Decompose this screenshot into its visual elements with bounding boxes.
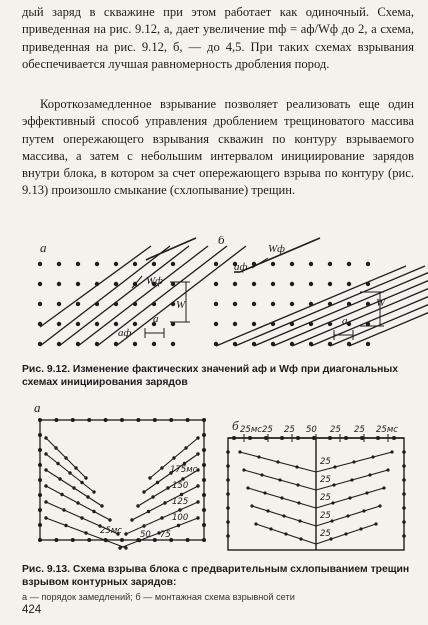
borehole-dot bbox=[290, 302, 294, 306]
borehole-dot bbox=[330, 519, 333, 522]
borehole-dot bbox=[74, 466, 77, 469]
borehole-dot bbox=[38, 478, 42, 482]
borehole-dot bbox=[44, 452, 47, 455]
borehole-dot bbox=[54, 446, 57, 449]
borehole-dot bbox=[386, 468, 389, 471]
borehole-dot bbox=[282, 514, 285, 517]
borehole-dot bbox=[402, 492, 406, 496]
borehole-dot bbox=[184, 446, 187, 449]
borehole-dot bbox=[151, 495, 154, 498]
borehole-dot bbox=[38, 448, 42, 452]
borehole-dot bbox=[269, 527, 272, 530]
paragraph-1: дый заряд в скважине при этом работает как одиночный. Схема, приведенная на рис. 9.12, а, дает увеличение mф = aф/Wф до 2, а схема, приведенная на рис. 9.12, б, — до 4,5. При таких схемах взрывания обеспечивается лучшая равномерность дробления пород. bbox=[22, 5, 414, 71]
borehole-dot bbox=[266, 509, 269, 512]
label-wf-b: Wф bbox=[268, 243, 285, 255]
label-wf-a: Wф bbox=[146, 275, 163, 287]
borehole-dot bbox=[280, 436, 284, 440]
borehole-dot bbox=[226, 534, 230, 538]
borehole-dot bbox=[202, 493, 206, 497]
vertical-delay-label-3: 25 bbox=[320, 511, 331, 521]
borehole-dot bbox=[252, 282, 256, 286]
borehole-dot bbox=[38, 493, 42, 497]
borehole-dot bbox=[104, 418, 108, 422]
borehole-dot bbox=[328, 436, 332, 440]
borehole-dot bbox=[142, 524, 145, 527]
top-delay-label-5: 25 bbox=[354, 425, 365, 435]
borehole-dot bbox=[202, 508, 206, 512]
borehole-dot bbox=[196, 500, 199, 503]
borehole-dot bbox=[226, 464, 230, 468]
borehole-dot bbox=[296, 483, 299, 486]
borehole-dot bbox=[120, 538, 124, 542]
borehole-dot bbox=[290, 262, 294, 266]
figure-9-13-drawing bbox=[0, 402, 428, 560]
borehole-dot bbox=[312, 436, 316, 440]
figure-9-12-panel-b bbox=[214, 238, 428, 346]
borehole-dot bbox=[133, 342, 137, 346]
borehole-dot bbox=[130, 518, 133, 521]
borehole-dot bbox=[402, 478, 406, 482]
borehole-dot bbox=[57, 282, 61, 286]
borehole-dot bbox=[86, 495, 89, 498]
borehole-dot bbox=[133, 262, 137, 266]
top-delay-label-4: 25 bbox=[330, 425, 341, 435]
borehole-dot bbox=[44, 436, 47, 439]
borehole-dot bbox=[186, 418, 190, 422]
panel-b-label: б bbox=[218, 236, 225, 247]
borehole-dot bbox=[177, 524, 180, 527]
label-af-b: aф bbox=[234, 261, 248, 273]
borehole-dot bbox=[171, 342, 175, 346]
panel-a-label: а bbox=[40, 240, 47, 255]
borehole-dot bbox=[360, 436, 364, 440]
delay-label-175: 175мс bbox=[170, 465, 198, 475]
borehole-dot bbox=[58, 477, 61, 480]
borehole-dot bbox=[169, 418, 173, 422]
borehole-dot bbox=[202, 478, 206, 482]
borehole-dot bbox=[62, 508, 65, 511]
borehole-dot bbox=[328, 262, 332, 266]
borehole-dot bbox=[87, 418, 91, 422]
borehole-dot bbox=[57, 302, 61, 306]
borehole-dot bbox=[344, 436, 348, 440]
borehole-dot bbox=[166, 486, 169, 489]
borehole-dot bbox=[271, 262, 275, 266]
borehole-dot bbox=[368, 473, 371, 476]
top-delay-label-3: 50 bbox=[306, 425, 317, 435]
borehole-dot bbox=[366, 262, 370, 266]
borehole-dot bbox=[54, 538, 58, 542]
figure-9-12-panel-a bbox=[38, 238, 246, 346]
borehole-dot bbox=[76, 302, 80, 306]
borehole-dot bbox=[71, 418, 75, 422]
borehole-dot bbox=[38, 538, 42, 542]
figure-9-13-caption: Рис. 9.13. Схема взрыва блока с предварительным схлопыванием трещин взрывом контурных зарядов: bbox=[22, 564, 410, 588]
delay-label-100: 100 bbox=[172, 513, 189, 523]
borehole-dot bbox=[328, 282, 332, 286]
diagonal-delay-line bbox=[40, 246, 170, 346]
borehole-dot bbox=[44, 484, 47, 487]
borehole-dot bbox=[290, 282, 294, 286]
borehole-dot bbox=[92, 490, 95, 493]
diagonal-delay-line bbox=[116, 246, 246, 346]
borehole-dot bbox=[238, 450, 241, 453]
borehole-dot bbox=[295, 465, 298, 468]
borehole-dot bbox=[348, 496, 351, 499]
borehole-dot bbox=[284, 532, 287, 535]
borehole-dot bbox=[153, 418, 157, 422]
borehole-dot bbox=[133, 322, 137, 326]
borehole-dot bbox=[233, 322, 237, 326]
borehole-dot bbox=[202, 463, 206, 467]
top-delay-label-6: 25мс bbox=[376, 425, 398, 435]
borehole-dot bbox=[76, 262, 80, 266]
borehole-dot bbox=[390, 450, 393, 453]
borehole-dot bbox=[254, 522, 257, 525]
borehole-dot bbox=[344, 532, 347, 535]
borehole-dot bbox=[214, 302, 218, 306]
borehole-dot bbox=[271, 302, 275, 306]
borehole-dot bbox=[95, 322, 99, 326]
top-delay-label-0: 25мс bbox=[240, 425, 262, 435]
borehole-dot bbox=[38, 262, 42, 266]
diagonal-delay-line bbox=[235, 266, 425, 346]
borehole-dot bbox=[87, 538, 91, 542]
borehole-dot bbox=[402, 534, 406, 538]
borehole-dot bbox=[80, 481, 83, 484]
borehole-dot bbox=[374, 522, 377, 525]
borehole-dot bbox=[347, 282, 351, 286]
borehole-dot bbox=[278, 478, 281, 481]
borehole-dot bbox=[38, 302, 42, 306]
label-a-b: a bbox=[342, 315, 348, 327]
borehole-dot bbox=[382, 486, 385, 489]
borehole-dot bbox=[271, 282, 275, 286]
borehole-dot bbox=[214, 262, 218, 266]
borehole-dot bbox=[147, 510, 150, 513]
borehole-dot bbox=[392, 436, 396, 440]
figure-9-12-drawing bbox=[0, 236, 428, 360]
paragraph-2: Короткозамедленное взрывание позволяет реализовать еще один эффективный способ управления дроблением трещиноватого массива путем опережающего взрывания скважин по контуру взрываемого массива, а затем с небольшим интервалом инициирование зарядов внутри блока, в котором за счет опережающего взрыва по контуру (рис. 9.13) произошло смыкание (схлопывание) трещин. bbox=[22, 97, 414, 198]
borehole-dot bbox=[160, 466, 163, 469]
vertical-delay-label-0: 25 bbox=[320, 457, 331, 467]
borehole-dot bbox=[80, 516, 83, 519]
borehole-dot bbox=[172, 456, 175, 459]
borehole-dot bbox=[108, 518, 111, 521]
borehole-dot bbox=[38, 508, 42, 512]
page-number: 424 bbox=[22, 604, 42, 616]
delay-label-125: 125 bbox=[172, 497, 189, 507]
borehole-dot bbox=[38, 418, 42, 422]
borehole-dot bbox=[120, 418, 124, 422]
delay-label-150: 150 bbox=[172, 481, 189, 491]
borehole-dot bbox=[298, 519, 301, 522]
borehole-dot bbox=[100, 504, 103, 507]
borehole-dot bbox=[202, 418, 206, 422]
borehole-dot bbox=[352, 460, 355, 463]
borehole-dot bbox=[264, 436, 268, 440]
borehole-dot bbox=[124, 546, 127, 549]
borehole-dot bbox=[196, 436, 199, 439]
borehole-dot bbox=[44, 468, 47, 471]
borehole-dot bbox=[68, 471, 71, 474]
borehole-dot bbox=[54, 418, 58, 422]
borehole-dot bbox=[365, 491, 368, 494]
borehole-dot bbox=[38, 282, 42, 286]
borehole-dot bbox=[153, 538, 157, 542]
borehole-dot bbox=[252, 302, 256, 306]
borehole-dot bbox=[250, 504, 253, 507]
label-w-a: W bbox=[176, 299, 186, 311]
borehole-dot bbox=[214, 322, 218, 326]
borehole-dot bbox=[280, 496, 283, 499]
borehole-dot bbox=[214, 282, 218, 286]
vertical-delay-label-4: 25 bbox=[320, 529, 331, 539]
borehole-dot bbox=[252, 322, 256, 326]
borehole-dot bbox=[232, 436, 236, 440]
borehole-dot bbox=[76, 282, 80, 286]
top-delay-label-2: 25 bbox=[284, 425, 295, 435]
borehole-dot bbox=[331, 501, 334, 504]
delay-label-50: 50 bbox=[140, 530, 151, 540]
borehole-dot bbox=[309, 282, 313, 286]
borehole-dot bbox=[71, 538, 75, 542]
borehole-dot bbox=[196, 484, 199, 487]
borehole-dot bbox=[124, 532, 127, 535]
vertical-delay-label-1: 25 bbox=[320, 475, 331, 485]
borehole-dot bbox=[402, 450, 406, 454]
borehole-dot bbox=[202, 538, 206, 542]
borehole-dot bbox=[226, 520, 230, 524]
borehole-dot bbox=[346, 514, 349, 517]
borehole-dot bbox=[136, 418, 140, 422]
borehole-dot bbox=[114, 262, 118, 266]
borehole-dot bbox=[402, 520, 406, 524]
panel-a-label: а bbox=[34, 402, 41, 415]
borehole-dot bbox=[248, 436, 252, 440]
borehole-dot bbox=[202, 448, 206, 452]
borehole-dot bbox=[57, 322, 61, 326]
diagonal-delay-line bbox=[78, 246, 208, 346]
borehole-dot bbox=[196, 452, 199, 455]
borehole-dot bbox=[350, 478, 353, 481]
borehole-dot bbox=[152, 342, 156, 346]
borehole-dot bbox=[202, 523, 206, 527]
borehole-dot bbox=[44, 516, 47, 519]
borehole-dot bbox=[180, 493, 183, 496]
borehole-dot bbox=[257, 455, 260, 458]
borehole-dot bbox=[44, 500, 47, 503]
borehole-dot bbox=[38, 523, 42, 527]
label-af-a: aф bbox=[118, 327, 132, 339]
borehole-dot bbox=[366, 342, 370, 346]
borehole-dot bbox=[171, 262, 175, 266]
borehole-dot bbox=[186, 538, 190, 542]
borehole-dot bbox=[362, 509, 365, 512]
borehole-dot bbox=[332, 483, 335, 486]
borehole-dot bbox=[297, 501, 300, 504]
figure-9-13-panel-a bbox=[38, 418, 206, 550]
borehole-dot bbox=[64, 456, 67, 459]
figure-9-12 bbox=[0, 236, 428, 360]
diagonal-delay-line bbox=[40, 246, 151, 327]
borehole-dot bbox=[233, 282, 237, 286]
top-delay-label-1: 25 bbox=[262, 425, 273, 435]
borehole-dot bbox=[84, 531, 87, 534]
borehole-dot bbox=[56, 462, 59, 465]
borehole-dot bbox=[371, 455, 374, 458]
vertical-delay-label-2: 25 bbox=[320, 493, 331, 503]
borehole-dot bbox=[309, 262, 313, 266]
borehole-dot bbox=[114, 322, 118, 326]
borehole-dot bbox=[233, 302, 237, 306]
borehole-dot bbox=[84, 476, 87, 479]
borehole-dot bbox=[378, 504, 381, 507]
figure-9-13-legend: а — порядок замедлений; б — монтажная схема взрывной сети bbox=[22, 592, 295, 602]
borehole-dot bbox=[246, 486, 249, 489]
borehole-dot bbox=[299, 537, 302, 540]
borehole-dot bbox=[178, 508, 181, 511]
borehole-dot bbox=[376, 436, 380, 440]
borehole-dot bbox=[64, 524, 67, 527]
figure-9-13 bbox=[0, 402, 428, 560]
borehole-dot bbox=[76, 501, 79, 504]
borehole-dot bbox=[148, 476, 151, 479]
borehole-dot bbox=[60, 493, 63, 496]
borehole-dot bbox=[142, 490, 145, 493]
figure-9-13-panel-b bbox=[226, 425, 406, 550]
borehole-dot bbox=[196, 516, 199, 519]
figure-9-12-caption: Рис. 9.12. Изменение фактических значений aф и Wф при диагональных схемах инициирования зарядов bbox=[22, 364, 399, 388]
delay-label-25: 25мс bbox=[100, 526, 122, 536]
borehole-dot bbox=[156, 481, 159, 484]
borehole-dot bbox=[333, 465, 336, 468]
borehole-dot bbox=[57, 262, 61, 266]
panel-b-label: б bbox=[232, 418, 239, 433]
label-a-a: a bbox=[153, 313, 159, 325]
borehole-dot bbox=[347, 262, 351, 266]
borehole-dot bbox=[160, 516, 163, 519]
borehole-dot bbox=[226, 478, 230, 482]
borehole-dot bbox=[359, 527, 362, 530]
diagonal-delay-line bbox=[97, 246, 227, 346]
bench-crest-line bbox=[146, 258, 150, 260]
borehole-dot bbox=[163, 501, 166, 504]
borehole-dot bbox=[276, 460, 279, 463]
borehole-dot bbox=[226, 450, 230, 454]
borehole-dot bbox=[76, 322, 80, 326]
borehole-dot bbox=[263, 491, 266, 494]
borehole-dot bbox=[226, 506, 230, 510]
delay-label-75: 75 bbox=[160, 530, 171, 540]
borehole-dot bbox=[104, 539, 107, 542]
borehole-dot bbox=[95, 262, 99, 266]
borehole-dot bbox=[402, 506, 406, 510]
bench-crest-line bbox=[150, 238, 196, 258]
borehole-dot bbox=[118, 546, 121, 549]
borehole-dot bbox=[38, 433, 42, 437]
borehole-dot bbox=[402, 464, 406, 468]
borehole-dot bbox=[72, 486, 75, 489]
borehole-dot bbox=[260, 473, 263, 476]
borehole-dot bbox=[152, 262, 156, 266]
borehole-dot bbox=[296, 436, 300, 440]
borehole-dot bbox=[242, 468, 245, 471]
borehole-dot bbox=[202, 433, 206, 437]
borehole-dot bbox=[226, 492, 230, 496]
borehole-dot bbox=[92, 510, 95, 513]
borehole-dot bbox=[136, 504, 139, 507]
borehole-dot bbox=[38, 463, 42, 467]
label-w-b: W bbox=[376, 297, 386, 309]
